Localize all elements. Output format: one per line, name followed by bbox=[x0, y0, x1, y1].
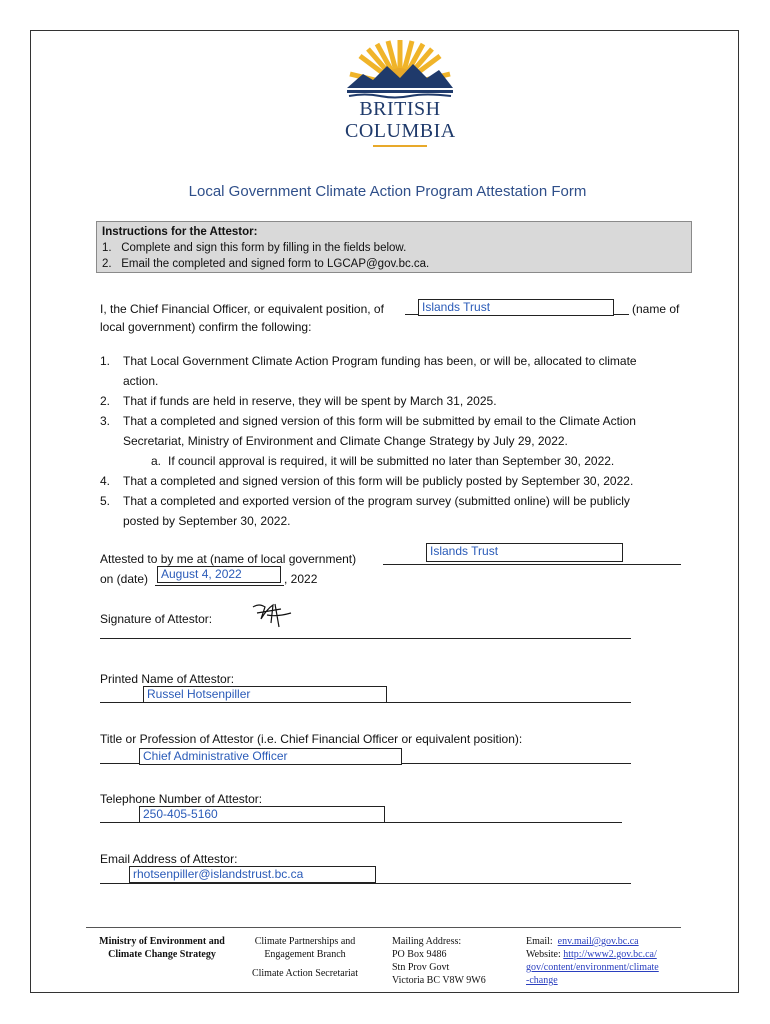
signature-icon bbox=[245, 601, 295, 631]
date-label: on (date) bbox=[100, 572, 149, 586]
date-year-suffix: , 2022 bbox=[284, 572, 318, 586]
statement-number-3a: a. bbox=[151, 454, 162, 468]
footer-email-link[interactable]: env.mail@gov.bc.ca bbox=[557, 936, 639, 947]
footer-divider bbox=[86, 927, 681, 928]
statement-3-cont: Secretariat, Ministry of Environment and Climate Change Strategy by July 29, 2022. bbox=[123, 434, 568, 448]
sun-mountain-icon bbox=[345, 38, 455, 100]
footer-mailing bbox=[392, 935, 512, 987]
statement-3a: If council approval is required, it will be submitted no later than September 30, 2022. bbox=[168, 454, 615, 468]
email-field[interactable]: rhotsenpiller@islandstrust.bc.ca bbox=[129, 866, 376, 883]
instruction-text-1: Complete and sign this form by filling in the fields below. bbox=[121, 242, 407, 254]
title-profession-field[interactable]: Chief Administrative Officer bbox=[139, 748, 402, 765]
statement-4: That a completed and signed version of this form will be publicly posted by September 30, 2022. bbox=[123, 474, 634, 488]
footer-mail-line2: PO Box 9486 bbox=[392, 949, 447, 960]
footer-mail-line4: Victoria BC V8W 9W6 bbox=[392, 975, 486, 986]
footer-mail-line1: Mailing Address: bbox=[392, 936, 462, 947]
printed-name-field[interactable]: Russel Hotsenpiller bbox=[143, 686, 387, 703]
signature-label: Signature of Attestor: bbox=[100, 612, 213, 626]
logo-underline bbox=[373, 145, 427, 147]
footer-web-link-3[interactable]: -change bbox=[526, 975, 558, 986]
attested-government-field[interactable]: Islands Trust bbox=[426, 543, 623, 562]
statement-2: That if funds are held in reserve, they will be spent by March 31, 2025. bbox=[123, 394, 497, 408]
footer-mail-line3: Stn Prov Govt bbox=[392, 962, 450, 973]
footer-ministry-line2: Climate Change Strategy bbox=[108, 949, 216, 960]
statement-number-4: 4. bbox=[100, 474, 111, 488]
footer-email-label: Email: bbox=[526, 936, 553, 947]
statement-5: That a completed and exported version of the program survey (submitted online) will be publicly bbox=[123, 494, 630, 508]
attested-underline bbox=[383, 564, 681, 565]
bc-logo bbox=[345, 38, 455, 150]
title-profession-label: Title or Profession of Attestor (i.e. Chief Financial Officer or equivalent position): bbox=[100, 732, 523, 746]
footer-ministry-line1: Ministry of Environment and bbox=[99, 936, 225, 947]
date-underline bbox=[155, 585, 284, 586]
statement-1-cont: action. bbox=[123, 374, 159, 388]
instruction-item-2: 2. Email the completed and signed form to LGCAP@gov.bc.ca. bbox=[102, 258, 430, 270]
intro-part2: (name of bbox=[632, 302, 680, 316]
printed-name-label: Printed Name of Attestor: bbox=[100, 672, 235, 686]
footer-web-link-2[interactable]: gov/content/environment/climate bbox=[526, 962, 659, 973]
instructions-box bbox=[96, 221, 692, 273]
statement-1: That Local Government Climate Action Program funding has been, or will be, allocated to climate bbox=[123, 354, 637, 368]
date-field[interactable]: August 4, 2022 bbox=[157, 566, 281, 583]
footer-branch-line3: Climate Action Secretariat bbox=[251, 968, 359, 979]
attested-label: Attested to by me at (name of local government) bbox=[100, 552, 357, 566]
footer-branch-line1: Climate Partnerships and bbox=[254, 936, 356, 947]
footer-contact bbox=[526, 935, 686, 987]
footer-web-label: Website: bbox=[526, 949, 561, 960]
statement-number-5: 5. bbox=[100, 494, 111, 508]
email-underline bbox=[100, 883, 631, 884]
footer-branch bbox=[245, 935, 365, 980]
instructions-heading: Instructions for the Attestor: bbox=[102, 226, 258, 238]
email-label: Email Address of Attestor: bbox=[100, 852, 238, 866]
instruction-text-2: Email the completed and signed form to LGCAP@gov.bc.ca. bbox=[121, 258, 430, 270]
statement-number-3: 3. bbox=[100, 414, 111, 428]
logo-line-british: BRITISH bbox=[359, 98, 441, 120]
telephone-field[interactable]: 250-405-5160 bbox=[139, 806, 385, 823]
signature-line[interactable] bbox=[100, 638, 631, 639]
statement-number-2: 2. bbox=[100, 394, 111, 408]
instruction-item-1: 1. Complete and sign this form by filling in the fields below. bbox=[102, 242, 407, 254]
intro-part1: I, the Chief Financial Officer, or equivalent position, of bbox=[100, 302, 384, 316]
statement-3: That a completed and signed version of this form will be submitted by email to the Climate Action bbox=[123, 414, 636, 428]
footer-branch-line2: Engagement Branch bbox=[264, 949, 346, 960]
statement-5-cont: posted by September 30, 2022. bbox=[123, 514, 291, 528]
logo-line-columbia: COLUMBIA bbox=[345, 120, 456, 142]
telephone-label: Telephone Number of Attestor: bbox=[100, 792, 263, 806]
government-name-field[interactable]: Islands Trust bbox=[418, 299, 614, 316]
footer-web-link-1[interactable]: http://www2.gov.bc.ca/ bbox=[563, 949, 657, 960]
form-title: Local Government Climate Action Program Attestation Form bbox=[188, 183, 587, 200]
intro-part3: local government) confirm the following: bbox=[100, 320, 312, 334]
footer-ministry bbox=[88, 935, 236, 961]
statement-number-1: 1. bbox=[100, 354, 111, 368]
